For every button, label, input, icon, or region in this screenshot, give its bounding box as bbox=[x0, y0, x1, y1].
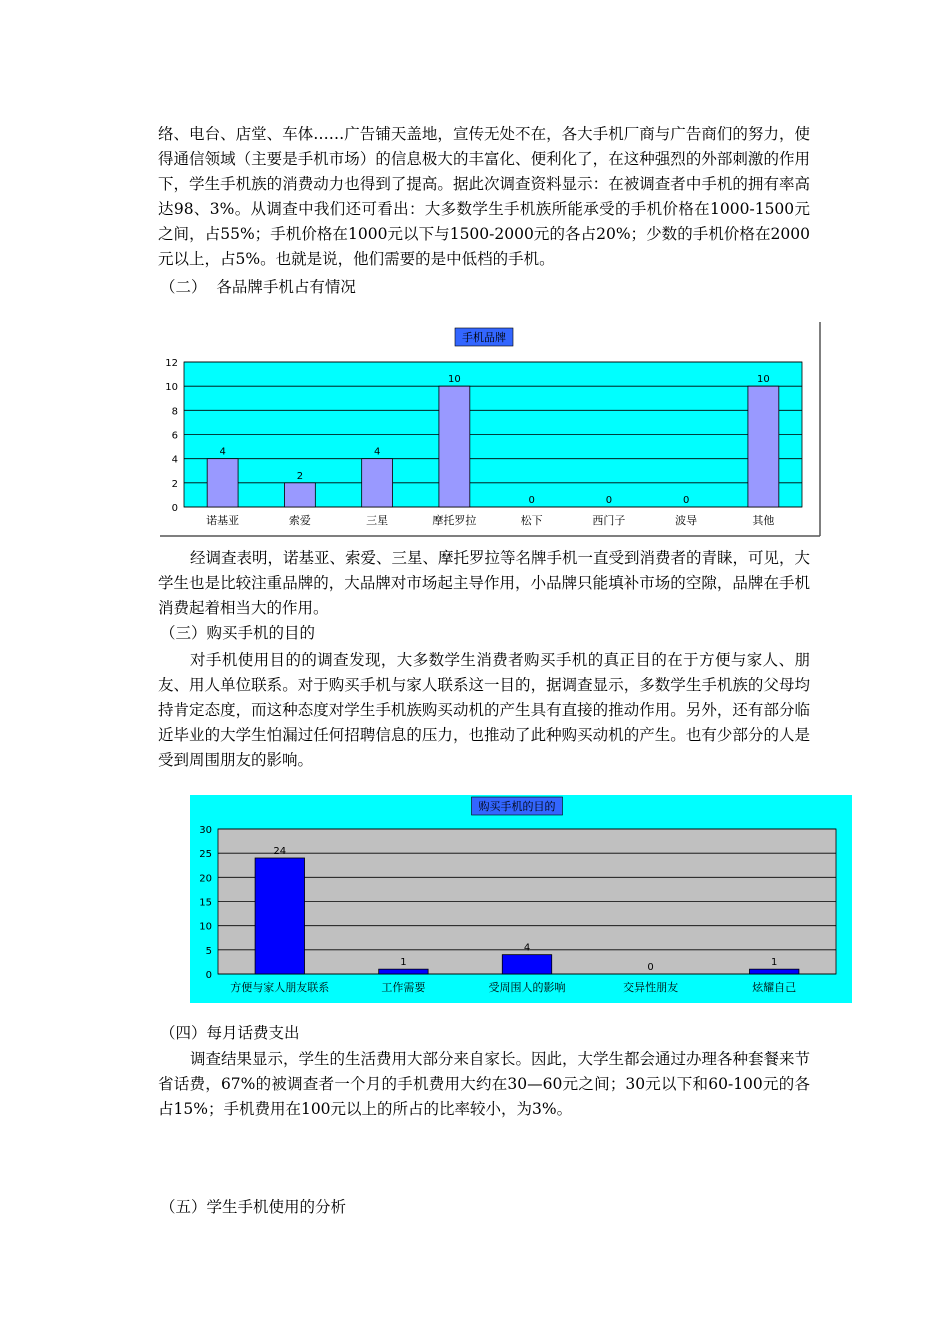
bar bbox=[749, 969, 798, 974]
bar bbox=[255, 858, 304, 974]
bar bbox=[439, 386, 470, 507]
x-tick-label: 诺基亚 bbox=[206, 514, 240, 527]
x-tick-label: 炫耀自己 bbox=[752, 981, 797, 994]
purpose-chart bbox=[190, 795, 852, 1003]
paragraph-monthly-fee: 调查结果显示，学生的生活费用大部分来自家长。因此，大学生都会通过办理各种套餐来节省话费，67%的被调查者一个月的手机费用大约在30—60元之间；30元以下和60-100元的各占15%；手机费用在100元以上的所占的比率较小，为3%。 bbox=[158, 1050, 811, 1118]
x-tick-label: 其他 bbox=[752, 514, 775, 527]
data-label: 4 bbox=[523, 942, 531, 954]
x-tick-label: 松下 bbox=[520, 514, 543, 527]
chart-title: 购买手机的目的 bbox=[478, 800, 556, 813]
y-tick-label: 8 bbox=[171, 406, 178, 418]
y-tick-label: 30 bbox=[199, 825, 212, 836]
bar bbox=[379, 969, 428, 974]
bar bbox=[362, 459, 393, 507]
y-tick-label: 10 bbox=[165, 382, 178, 394]
bar bbox=[502, 955, 551, 974]
data-label: 2 bbox=[296, 470, 304, 482]
y-tick-label: 20 bbox=[199, 873, 212, 885]
heading-usage-analysis: （五）学生手机使用的分析 bbox=[160, 1198, 347, 1216]
data-label: 10 bbox=[757, 374, 770, 386]
data-label: 1 bbox=[400, 957, 407, 969]
y-tick-label: 25 bbox=[199, 849, 212, 861]
data-label: 1 bbox=[771, 957, 778, 969]
brand-chart-svg bbox=[156, 318, 822, 542]
paragraph-purpose: 对手机使用目的的调查发现，大多数学生消费者购买手机的真正目的在于方便与家人、朋友、用人单位联系。对于购买手机与家人联系这一目的，据调查显示，多数学生手机族的父母均持肯定态度，而这种态度对学生手机族购买动机的产生具有直接的推动作用。另外，还有部分临近毕业的大学生怕漏过任何招聘信息的压力，也推动了此种购买动机的产生。也有少部分的人是受到周围朋友的影响。 bbox=[158, 651, 810, 769]
y-tick-label: 0 bbox=[205, 970, 212, 981]
purpose-chart-svg bbox=[190, 795, 852, 1003]
x-tick-label: 方便与家人朋友联系 bbox=[230, 981, 330, 994]
y-tick-label: 5 bbox=[205, 945, 212, 957]
data-label: 10 bbox=[448, 374, 461, 386]
chart-title: 手机品牌 bbox=[462, 331, 506, 344]
y-tick-label: 6 bbox=[171, 430, 178, 442]
data-label: 0 bbox=[647, 962, 654, 973]
y-tick-label: 0 bbox=[171, 503, 178, 514]
x-tick-label: 受周围人的影响 bbox=[488, 981, 566, 994]
data-label: 4 bbox=[219, 446, 226, 458]
paragraph-price: 络、电台、店堂、车体……广告铺天盖地，宣传无处不在，各大手机厂商与广告商们的努力，使得通信领域（主要是手机市场）的信息极大的丰富化、便利化了，在这种强烈的外部刺激的作用下，学生手机族的消费动力也得到了提高。据此次调查资料显示：在被调查者中手机的拥有率高达98、3%。从调查中我们还可看出：大多数学生手机族所能承受的手机价格在1000-1500元之间，占55%；手机价格在1000元以下与1500-2000元的各占20%；少数的手机价格在2000元以上，占5%。也就是说，他们需要的是中低档的手机。 bbox=[158, 125, 810, 268]
brand-chart bbox=[156, 318, 822, 542]
x-tick-label: 工作需要 bbox=[381, 981, 426, 994]
y-tick-label: 10 bbox=[199, 921, 212, 933]
data-label: 0 bbox=[605, 495, 613, 506]
heading-brand-share: （二） 各品牌手机占有情况 bbox=[160, 278, 356, 296]
data-label: 24 bbox=[273, 846, 287, 857]
x-tick-label: 索爱 bbox=[288, 514, 311, 527]
bar bbox=[207, 459, 238, 507]
x-tick-label: 波导 bbox=[675, 514, 698, 527]
bar bbox=[284, 483, 315, 507]
heading-purpose: （三）购买手机的目的 bbox=[160, 624, 316, 642]
y-tick-label: 2 bbox=[171, 478, 178, 490]
y-tick-label: 4 bbox=[171, 454, 178, 466]
y-tick-label: 12 bbox=[165, 358, 178, 369]
heading-monthly-fee: （四）每月话费支出 bbox=[160, 1024, 300, 1042]
data-label: 0 bbox=[528, 495, 535, 506]
data-label: 4 bbox=[373, 446, 381, 458]
x-tick-label: 三星 bbox=[366, 514, 389, 527]
paragraph-brand: 经调查表明，诺基亚、索爱、三星、摩托罗拉等名牌手机一直受到消费者的青睐，可见，大学生也是比较注重品牌的，大品牌对市场起主导作用，小品牌只能填补市场的空隙，品牌在手机消费起着相当大的作用。 bbox=[158, 549, 811, 617]
x-tick-label: 摩托罗拉 bbox=[432, 514, 477, 527]
x-tick-label: 交异性朋友 bbox=[623, 981, 679, 994]
data-label: 0 bbox=[682, 495, 690, 506]
x-tick-label: 西门子 bbox=[592, 514, 626, 527]
y-tick-label: 15 bbox=[199, 897, 212, 909]
bar bbox=[748, 386, 779, 507]
